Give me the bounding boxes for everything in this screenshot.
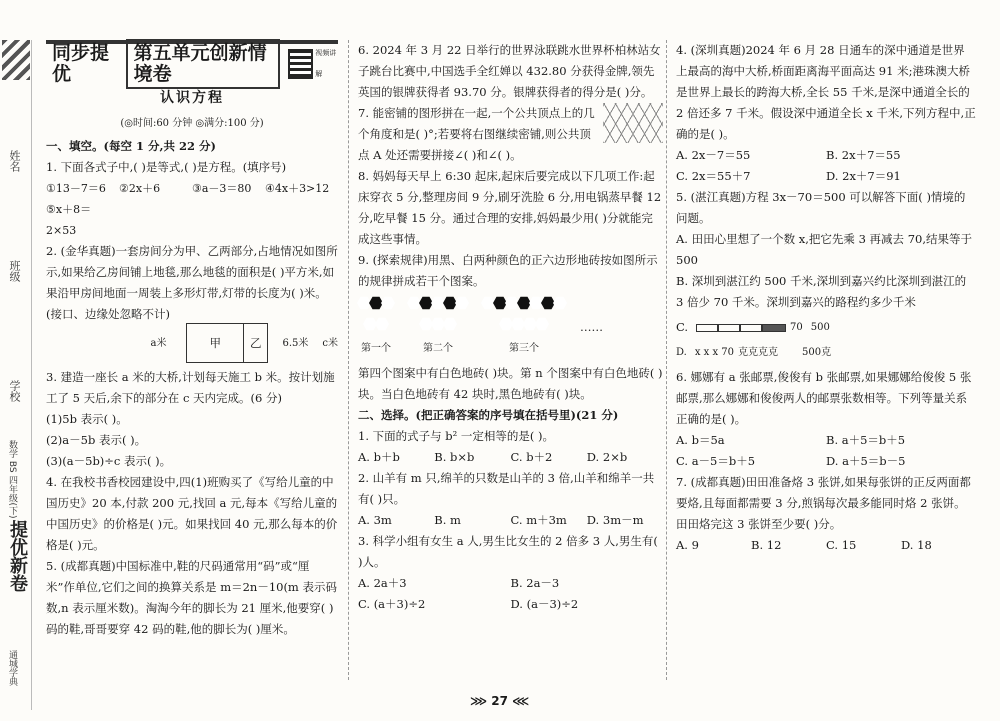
brand-logo: 提优新卷	[7, 520, 28, 592]
question-9: 9. (探索规律)用黑、白两种颜色的正六边形地砖按如图所示的规律拼成若干个图案。	[358, 253, 658, 288]
section-two-heading: 二、选择。(把正确答案的序号填在括号里)(21 分)	[358, 408, 619, 422]
option: D. a＋5＝b－5	[826, 454, 906, 468]
room-height-label: a米	[150, 337, 167, 349]
choice-6: 6. 娜娜有 a 张邮票,俊俊有 b 张邮票,如果娜娜给俊俊 5 张邮票,那么娜娜和俊俊两人的邮票张数相等。下列等量关系正确的是( )。	[676, 370, 972, 426]
tessellation-figure	[603, 103, 663, 143]
pattern-one	[358, 296, 394, 359]
column-divider	[348, 40, 349, 680]
choice-5: 5. (湛江真题)方程 3x－70＝500 可以解答下面( )情境的问题。	[676, 190, 966, 225]
room-c-label: c米	[322, 337, 338, 349]
pattern-label: 第三个	[509, 343, 539, 354]
question-3: 3. 建造一座长 a 米的大桥,计划每天施工 b 米。按计划施工了 5 天后,余下的部分在 c 天内完成。(6 分)	[46, 370, 335, 405]
option: A. 3m	[358, 513, 392, 527]
choice-3-options	[358, 573, 663, 615]
subject-label: 数学 BS 四年级(下)	[7, 440, 17, 519]
option: C. 15	[826, 538, 857, 552]
choice-5-option-c	[676, 317, 976, 338]
bar-500-label: 500	[810, 322, 830, 333]
question-5: 5. (成都真题)中国标准中,鞋的尺码通常用“码”或“厘米”作单位,它们之间的换算关系是 m＝2n－10(m 表示码数,n 表示厘米数)。淘淘今年的脚长为 21 厘米,他要穿( )码的鞋,哥哥要穿 42 码的鞋,他的脚长为( )厘米。	[46, 559, 337, 636]
choice-5-option-d	[676, 342, 976, 363]
header-right-title: 第五单元创新情境卷	[126, 39, 281, 89]
scale-cups-units: 克克克克	[738, 347, 779, 358]
time-score-meta: (◎时间:60 分钟 ◎满分:100 分)	[120, 118, 264, 129]
option-label: D.	[676, 347, 687, 358]
name-label: 姓名	[8, 150, 21, 172]
option: A. 9	[676, 538, 699, 552]
section-one-heading: 一、填空。(每空 1 分,共 22 分)	[46, 139, 216, 153]
room-figure	[46, 323, 338, 363]
qr-code-icon[interactable]	[288, 49, 313, 79]
page-header	[46, 40, 338, 84]
option: D. 2x＋7＝91	[826, 169, 901, 183]
option: D. 18	[901, 538, 932, 552]
option: ①13－7＝6	[46, 182, 106, 195]
option: ⑤x＋8＝2×53	[46, 203, 92, 237]
choice-4: 4. (深圳真题)2024 年 6 月 28 日通车的深中通道是世界上最高的海中大桥,桥面距离海平面高达 91 米;港珠澳大桥是世界上最长的跨海大桥,全长 55 千米,是深中通道全长的 2 倍还多 7 千米。假设深中通道全长 x 千米,下列方程中,正确的是( )。	[676, 43, 976, 141]
bar-70-label: 70	[790, 322, 803, 333]
option: B. b×b	[434, 450, 475, 464]
choice-7: 7. (成都真题)田田准备烙 3 张饼,如果每张饼的正反两面都要烙,且每面都需要 3 分,煎锅每次最多能同时烙 2 张饼。田田烙完这 3 张饼至少要( )分。	[676, 475, 971, 531]
question-3-part: (1)5b 表示( )。	[46, 412, 128, 426]
choice-2-options	[358, 510, 663, 531]
room-yi: 乙	[250, 335, 262, 350]
option-label: C.	[676, 320, 689, 334]
question-4: 4. 在我校书香校园建设中,四(1)班购买了《写给儿童的中国历史》20 本,付款 200 元,找回 a 元,每本《写给儿童的中国历史》的价格是( )元。如果找回 40 元,那么每本的价格是( )元。	[46, 475, 338, 552]
pattern-two	[408, 296, 468, 359]
option: ③a－3＝80	[192, 182, 252, 195]
choice-3: 3. 科学小组有女生 a 人,男生比女生的 2 倍多 3 人,男生有( )人。	[358, 534, 658, 569]
pattern-three	[482, 296, 566, 359]
choice-4-options	[676, 145, 976, 187]
option: C. a－5＝b＋5	[676, 454, 756, 468]
choice-5-option-a: A. 田田心里想了一个数 x,把它先乘 3 再减去 70,结果等于 500	[676, 232, 972, 267]
scale-cups-label: x x x 70	[694, 347, 735, 358]
choice-2: 2. 山羊有 m 只,绵羊的只数是山羊的 3 倍,山羊和绵羊一共有( )只。	[358, 471, 655, 506]
room-diagram	[186, 323, 268, 363]
option: D. (a－3)÷2	[510, 597, 579, 611]
choice-5-option-b: B. 深圳到湛江约 500 千米,深圳到嘉兴约比深圳到湛江的 3 倍少 70 千米。深圳到嘉兴的路程约多少千米	[676, 274, 967, 309]
question-3-part: (2)a－5b 表示( )。	[46, 433, 147, 447]
option: A. b＋b	[358, 450, 400, 464]
option: B. a＋5＝b＋5	[826, 433, 906, 447]
side-margin	[0, 40, 32, 710]
question-3-part: (3)(a－5b)÷c 表示( )。	[46, 454, 172, 468]
option: A. b＝5a	[676, 433, 725, 447]
question-7: 7. 能密铺的图形拼在一起,一个公共顶点上的几个角度和是( )°;若要将右图继续密铺,则公共顶点 A 处还需要拼接∠( )和∠( )。	[358, 106, 595, 162]
option: C. 2x＝55＋7	[676, 169, 751, 183]
question-7-block	[358, 103, 663, 166]
choice-7-options	[676, 535, 976, 556]
column-middle	[358, 40, 663, 615]
stripe-decoration	[2, 40, 30, 80]
option: ④4x＋3>12	[265, 182, 330, 195]
choice-1: 1. 下面的式子与 b² 一定相等的是( )。	[358, 429, 555, 443]
option: C. (a＋3)÷2	[358, 597, 426, 611]
question-6: 6. 2024 年 3 月 22 日举行的世界泳联跳水世界杯柏林站女子跳台比赛中,中国选手全红婵以 432.80 分获得金牌,领先英国的银牌获得者 93.70 分。银牌获得者的得分是( )分。	[358, 43, 661, 99]
page-number-value: 27	[491, 694, 508, 708]
hexagon-pattern-figure: 第一个 第二个 第三个 ……	[358, 296, 663, 359]
school-label: 学校	[8, 380, 21, 402]
page-number: ⋙ 27 ⋘	[470, 694, 530, 708]
page-title: 认识方程	[160, 90, 224, 106]
option: B. m	[434, 513, 461, 527]
scale-weight-label: 500克	[802, 347, 832, 358]
column-left	[46, 40, 338, 640]
option: C. b＋2	[510, 450, 553, 464]
choice-1-options	[358, 447, 663, 468]
question-9-body: 第四个图案中有白色地砖( )块。第 n 个图案中有白色地砖( )块。当白色地砖有 42 块时,黑色地砖有( )块。	[358, 366, 663, 401]
question-1: 1. 下面各式子中,( )是等式,( )是方程。(填序号)	[46, 160, 287, 174]
room-jia: 甲	[187, 324, 244, 362]
pattern-label: 第二个	[423, 343, 453, 354]
option: B. 12	[751, 538, 782, 552]
class-label: 班级	[8, 260, 21, 282]
option: A. 2x－7＝55	[676, 148, 751, 162]
publisher-logo: 通城学典	[7, 650, 17, 686]
option: ②2x＋6	[119, 182, 161, 195]
option: D. 2×b	[586, 450, 628, 464]
room-width-label: 6.5米	[282, 337, 309, 349]
option: B. 2x＋7＝55	[826, 148, 901, 162]
option: A. 2a＋3	[358, 576, 407, 590]
option: D. 3m－m	[586, 513, 644, 527]
header-left-title: 同步提优	[52, 42, 110, 85]
column-right	[676, 40, 976, 556]
choice-6-options	[676, 430, 976, 472]
question-2-block	[46, 241, 338, 325]
question-1-options	[46, 178, 338, 241]
question-2: 2. (金华真题)一套房间分为甲、乙两部分,占地情况如图所示,如果给乙房间铺上地毯,那么地毯的面积是( )平方米,如果沿甲房间地面一周装上多形灯带,灯带的长度为( )米。(接口、边缘处忽略不计)	[46, 244, 338, 321]
option: C. m＋3m	[510, 513, 567, 527]
column-divider	[666, 40, 667, 680]
option: B. 2a－3	[510, 576, 560, 590]
question-8: 8. 妈妈每天早上 6:30 起床,起床后要完成以下几项工作:起床穿衣 5 分,整理房间 9 分,刷牙洗脸 6 分,用电锅蒸早餐 12 分,吃早餐 15 分。通过合理的安排,妈妈最少用( )分就能完成这些事情。	[358, 169, 662, 246]
pattern-label: 第一个	[361, 343, 391, 354]
qr-caption: 视频讲解	[315, 49, 337, 78]
